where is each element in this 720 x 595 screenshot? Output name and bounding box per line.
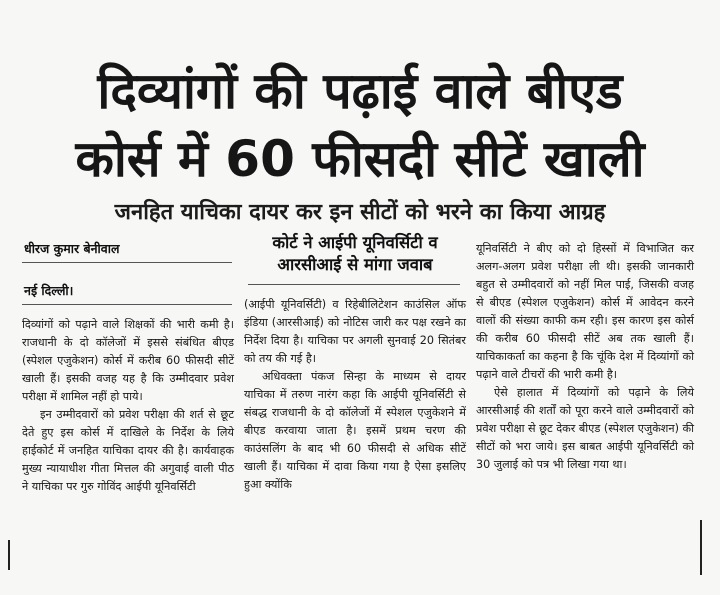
byline-rule bbox=[22, 262, 232, 263]
column-2 bbox=[244, 296, 466, 494]
dateline-rule bbox=[22, 304, 232, 305]
headline-line-2: कोर्स में 60 फीसदी सीटें खाली bbox=[75, 130, 645, 188]
dateline: नई दिल्ली। bbox=[24, 283, 74, 298]
left-edge-mark bbox=[8, 540, 10, 570]
headline-line-1: दिव्यांगों की पढ़ाई वाले बीएड bbox=[97, 62, 623, 120]
column-3 bbox=[476, 240, 694, 474]
deck-headline: कोर्ट ने आईपी यूनिवर्सिटी व आरसीआई से मांगा जवाब bbox=[272, 233, 438, 274]
subheadline: जनहित याचिका दायर कर इन सीटों को भरने का किया आग्रह bbox=[114, 200, 606, 225]
col1-paragraph-1: दिव्यांगों को पढ़ाने वाले शिक्षकों की भारी कमी है। राजधानी के दो कॉलेजों में इससे संबंधित बीएड (स्पेशल एजुकेशन) कोर्स में करीब 60 फीसदी सीटें खाली हैं। इसकी वजह यह है कि उम्मीदवार प्रवेश परीक्षा में शामिल नहीं हो पाये। bbox=[22, 318, 234, 403]
col2-paragraph-2: अधिवक्ता पंकज सिन्हा के माध्यम से दायर याचिका में तरुण नारंग कहा कि आईपी यूनिवर्सिटी से संबद्ध राजधानी के दो कॉलेजों में स्पेशल एजुकेशने में बीएड करवाया जाता है। इसमें प्रथम चरण की काउंसलिंग के बाद भी 60 फीसदी से अधिक सीटें खाली हैं। याचिका में दावा किया गया है ऐसा इसलिए हुआ क्योंकि bbox=[244, 370, 466, 491]
column-1 bbox=[22, 316, 234, 496]
col1-paragraph-2: इन उम्मीदवारों को प्रवेश परीक्षा की शर्त से छूट देते हुए इस कोर्स में दाखिले के निर्देश के लिये हाईकोर्ट में जनहित याचिका दायर की है। कार्यवाहक मुख्य न्यायाधीश गीता मित्तल की अगुवाई वाली पीठ ने याचिका पर गुरु गोविंद आईपी यूनिवर्सिटी bbox=[22, 408, 234, 493]
byline: धीरज कुमार बेनीवाल bbox=[24, 241, 120, 256]
col3-paragraph-2: ऐसे हालात में दिव्यांगों को पढ़ाने के लिये आरसीआई की शर्तों को पूरा करने वाले उम्मीदवारों को प्रवेश परीक्षा से छूट देकर बीएड (स्पेशल एजुकेशन) की सीटों को भरा जाये। इस बाबत आईपी यूनिवर्सिटी को 30 जुलाई को पत्र भी लिखा गया था। bbox=[476, 386, 695, 471]
right-edge-mark bbox=[700, 520, 702, 575]
col3-paragraph-1: यूनिवर्सिटी ने बीए को दो हिस्सों में विभाजित कर अलग-अलग प्रवेश परीक्षा ली थी। इसकी जानकारी बहुत से उम्मीदवारों को नहीं मिल पाई, जिसकी वजह से बीएड (स्पेशल एजुकेशन) कोर्स में आवेदन करने वालों की संख्या काफी कम रही। इस कारण इस कोर्स की करीब 60 फीसदी सीटें अब तक खाली हैं। याचिकाकर्ता का कहना है कि चूंकि देश में दिव्यांगों को पढ़ाने वाले टीचरों की भारी कमी है। bbox=[476, 242, 694, 381]
deck-rule bbox=[248, 284, 460, 285]
col2-paragraph-1: (आईपी यूनिवर्सिटी) व रिहेबीलिटेशन काउंसिल ऑफ इंडिया (आरसीआई) को नोटिस जारी कर पक्ष रखने का निर्देश दिया है। याचिका पर अगली सुनवाई 20 सितंबर को तय की गई है। bbox=[244, 298, 466, 365]
